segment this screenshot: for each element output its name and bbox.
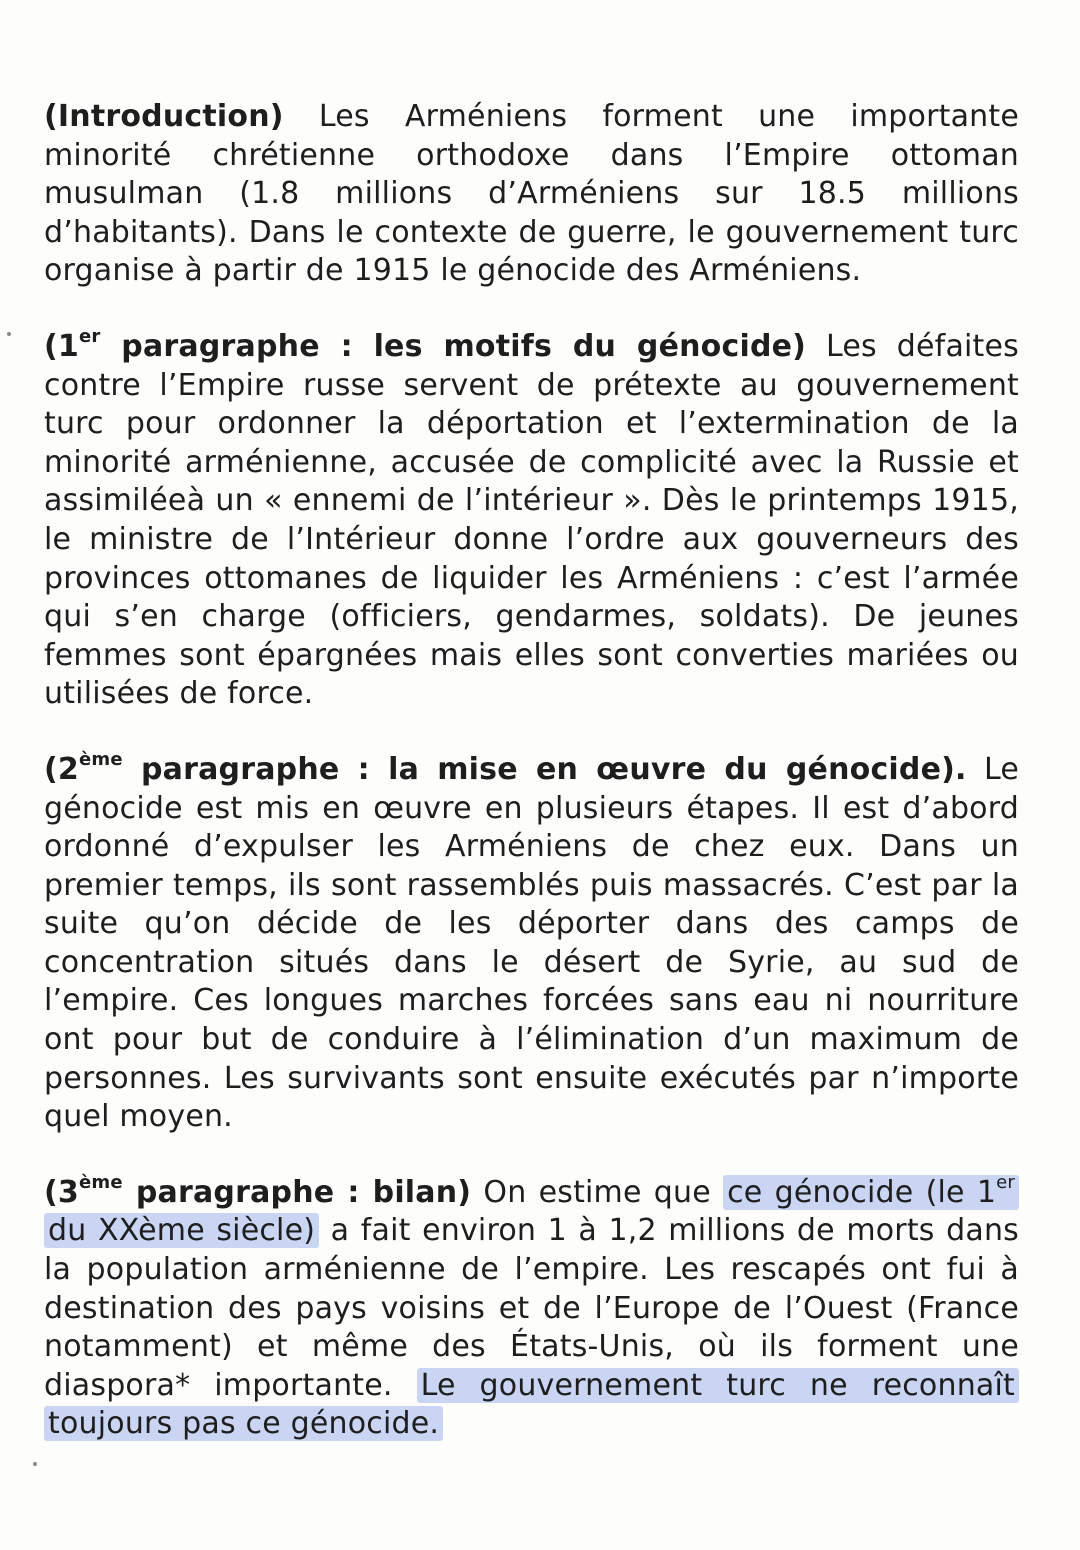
paragraph-text: Les défaites contre l’Empire russe servent de prétexte au gouvernement turc pour ordonner la déportation et l’extermination de la minorité arménienne, accusée de complicité avec la Russie et assimiléeà un « ennemi de l’intérieur ». Dès le printemps 1915, le ministre de l’Intérieur donne l’ordre aux gouverneurs des provinces ottomanes de liquider les Arméniens : c’est l’armée qui s’en charge (officiers, gendarmes, soldats). De jeunes femmes sont épargnées mais elles sont converties mariées ou utilisées de force.: [44, 328, 1020, 712]
heading-superscript: ème: [79, 748, 123, 770]
heading-open: (3: [44, 1174, 79, 1210]
paragraph-text: Les Arméniens forment une importante minorité chrétienne orthodoxe dans l’Empire ottoman musulman (1.8 millions d’Arméniens sur 18.5 millions d’habitants). Dans le contexte de guerre, le gouvernement turc organise à partir de 1915 le génocide des Arméniens.: [44, 99, 1019, 289]
paragraph-heading: [44, 1171, 472, 1210]
heading-rest: paragraphe : la mise en œuvre du génocide).: [122, 751, 967, 787]
heading-rest: paragraphe : bilan): [122, 1174, 472, 1210]
text-segment: On estime que: [471, 1174, 724, 1210]
paragraph-heading: (Introduction): [44, 99, 284, 134]
paragraph-heading: [44, 325, 807, 364]
heading-superscript: ème: [79, 1171, 123, 1193]
paragraph-text: Le génocide est mis en œuvre en plusieurs étapes. Il est d’abord ordonné d’expulser les Arméniens de chez eux. Dans un premier temps, ils sont rassemblés puis massacrés. C’est par la suite qu’on décide de les déporter dans des camps de concentration situés dans le désert de Syrie, au sud de l’empire. Ces longues marches forcées sans eau ni nourriture ont pour but de conduire à l’élimination d’un maximum de personnes. Les survivants sont ensuite exécutés par n’importe quel moyen.: [44, 751, 1020, 1135]
highlight-superscript: er: [996, 1171, 1015, 1193]
heading-open: (2: [44, 751, 79, 787]
paragraph-motifs: [44, 325, 1020, 714]
text-segment: a fait environ 1 à 1,2 millions de morts dans la population arménienne de l’empire. Les rescapés ont fui à destination des pays voisins et de l’Europe de l’Ouest (France notamment) et même des États-Unis, où ils forment une diaspora* importante.: [44, 1213, 1019, 1403]
highlight-segment: du XXème siècle): [48, 1213, 316, 1249]
heading-open: (1: [44, 328, 79, 364]
paragraph-heading: [44, 748, 967, 787]
paragraph-introduction: [44, 98, 1019, 291]
paragraph-bilan: [44, 1171, 1019, 1444]
highlighted-text: Le gouvernement turc ne reconnaît toujours pas ce génocide.: [44, 1368, 1019, 1442]
highlight-segment: ce génocide (le 1: [727, 1174, 997, 1210]
document-body: [44, 98, 1019, 1444]
stray-mark: [7, 332, 11, 336]
paragraph-text: [44, 1171, 1019, 1442]
heading-rest: paragraphe : les motifs du génocide): [100, 328, 807, 364]
paragraph-mise-en-oeuvre: [44, 748, 1020, 1137]
stray-mark: [33, 1462, 37, 1466]
heading-superscript: er: [79, 325, 101, 347]
